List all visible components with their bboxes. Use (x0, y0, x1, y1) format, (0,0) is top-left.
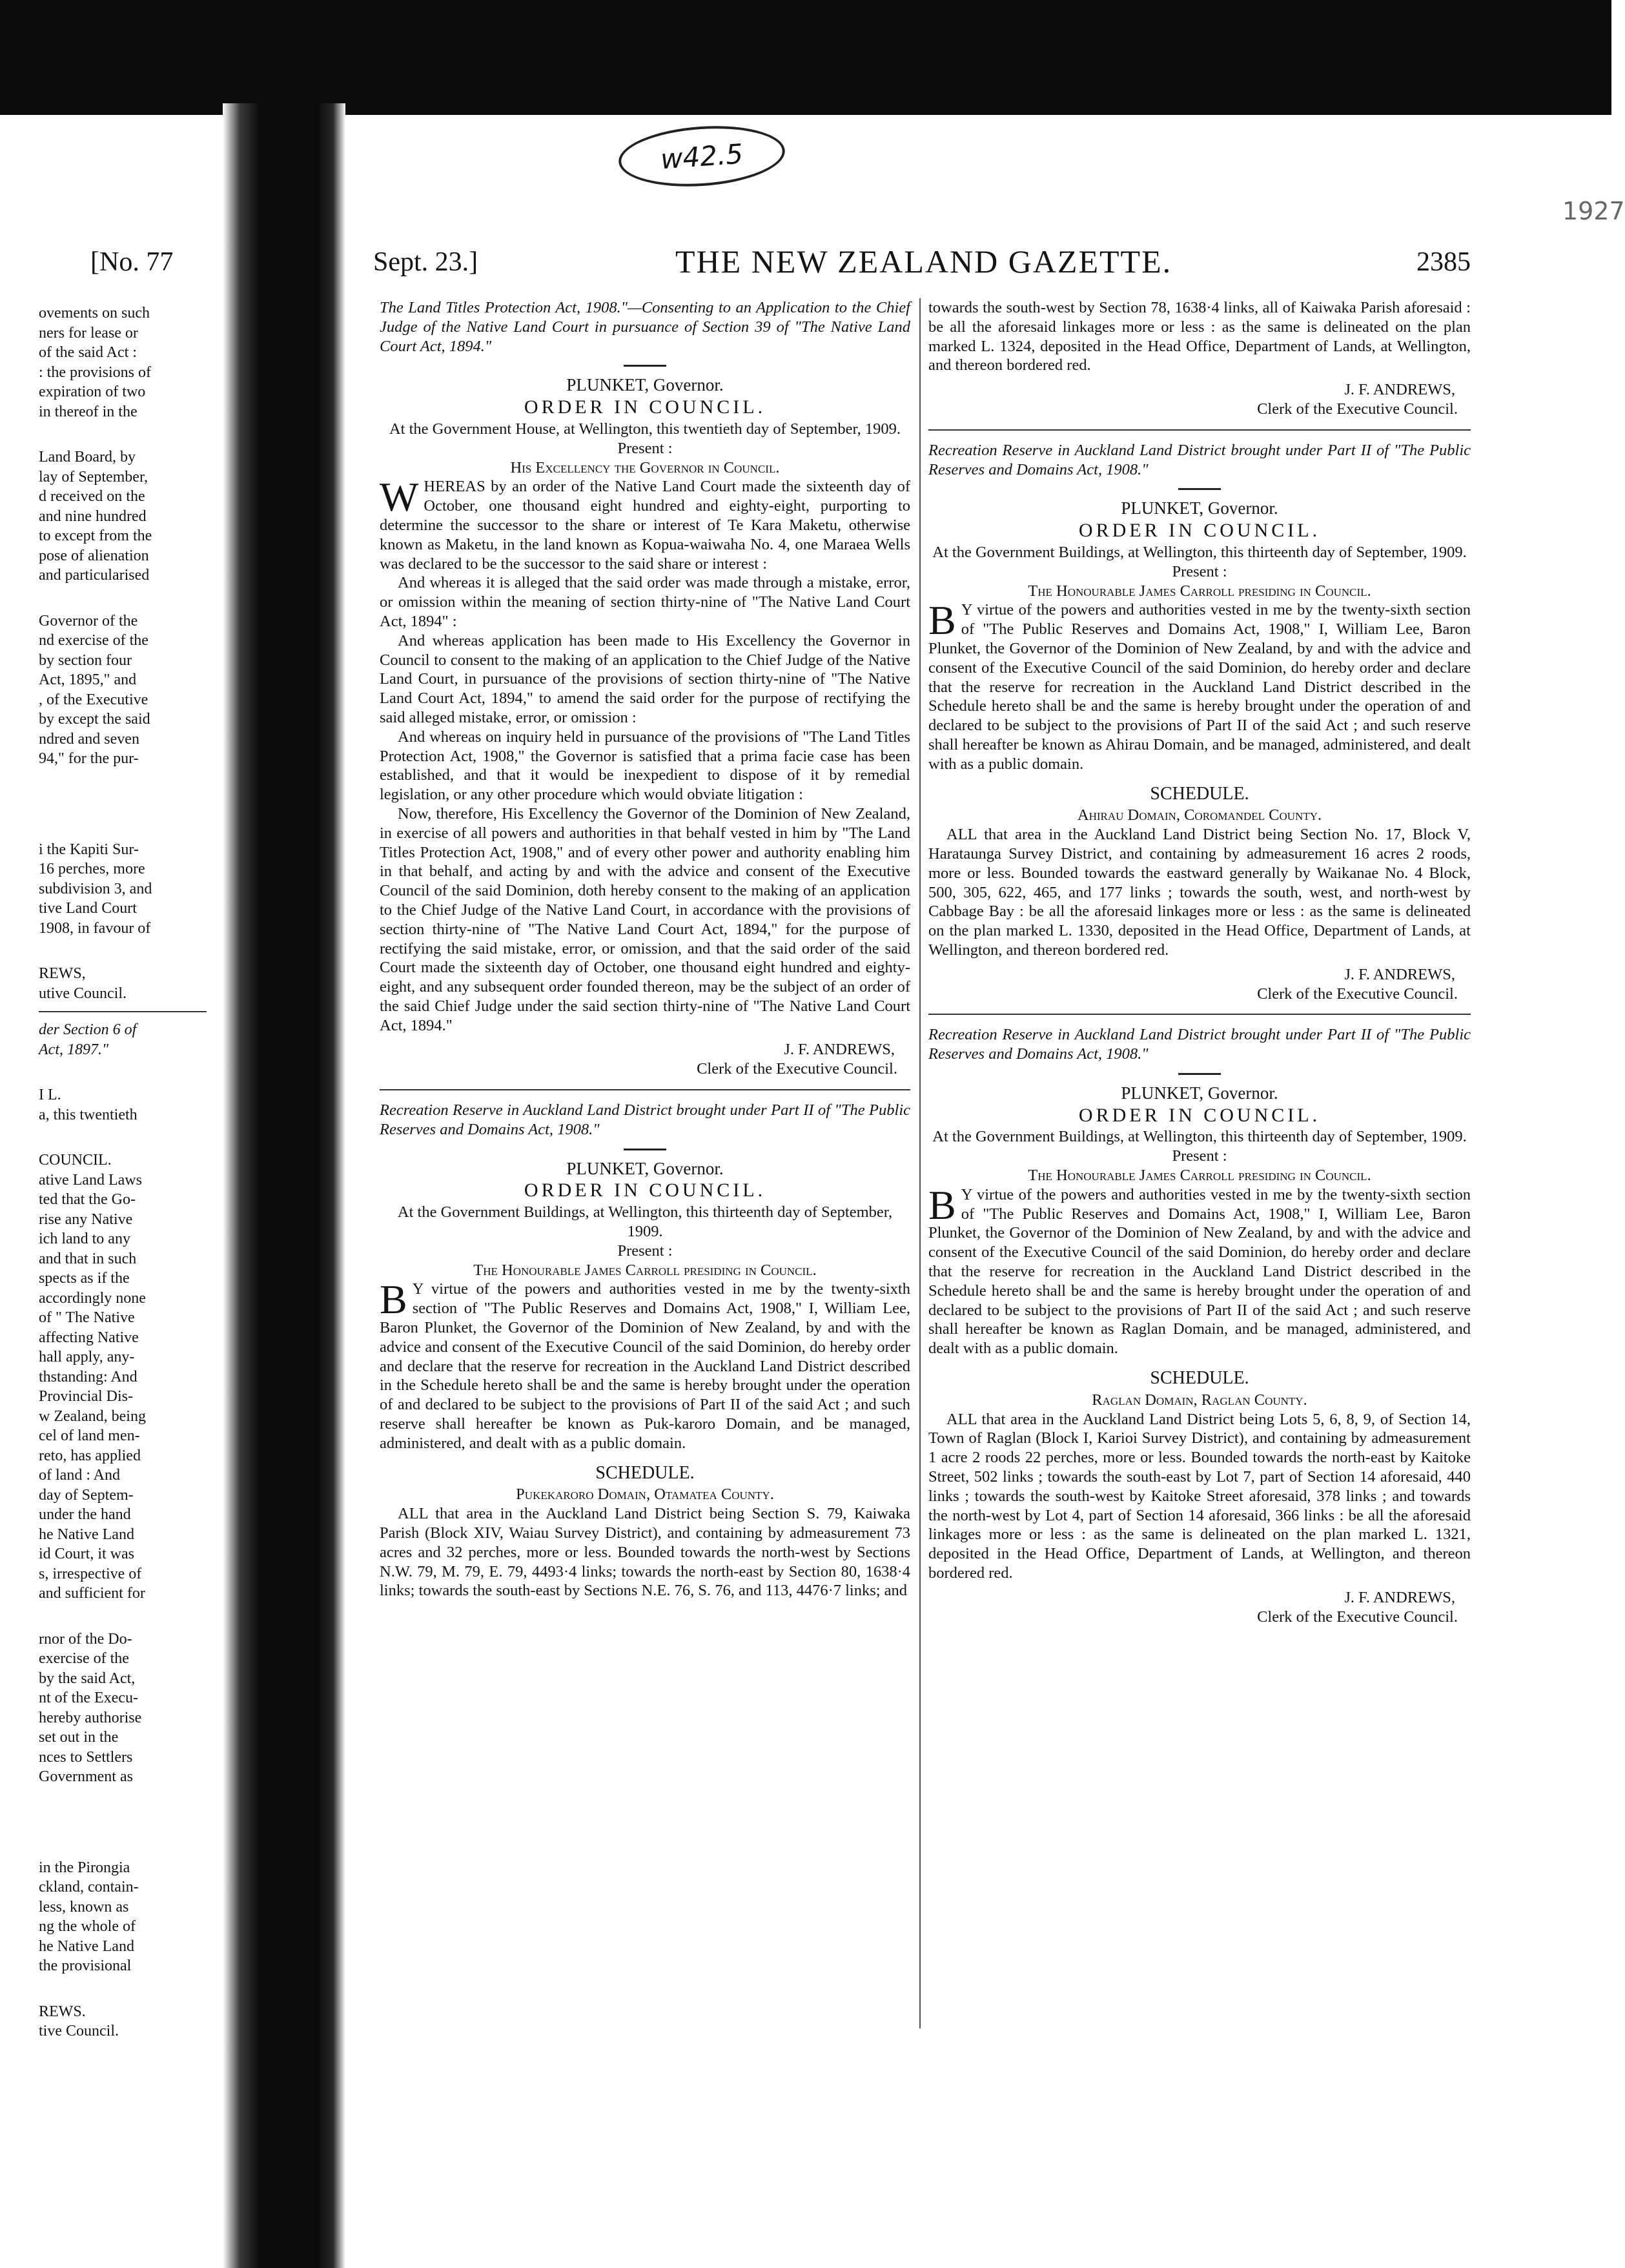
order-in-council-heading: ORDER IN COUNCIL. (1078, 520, 1321, 542)
order-in-council-heading: ORDER IN COUNCIL. (524, 396, 766, 418)
left-line: by the said Act, (39, 1670, 136, 1687)
handwritten-reference-mark: w42.5 (617, 121, 787, 192)
left-line: 94," for the pur- (39, 750, 139, 767)
left-line: spects as if the (39, 1270, 130, 1287)
left-line: rise any Native (39, 1211, 133, 1228)
schedule-description: ALL that area in the Auckland Land District being Section No. 17, Block V, Harataunga Survey District, and containing by admeasurement 16 acres 2 roods, more or less. Bounded towards the eastward generally by Waikanae No. 4 Block, 500, 305, 622, 465, and 177 links ; towards the south, west, and north-west by Cabbage Bay : be all the aforesaid linkages more or less : as the same is delineated on the plan marked L. 1330, deposited in the Head Office, Department of Lands, at Wellington, and thereon bordered red. (928, 826, 1471, 959)
left-line: cel of land men- (39, 1427, 140, 1444)
left-block-1 (39, 303, 216, 422)
left-line: nt of the Execu- (39, 1690, 138, 1706)
left-line: of " The Native (39, 1309, 135, 1326)
place-and-date: At the Government Buildings, at Wellington, this thirteenth day of September, 1909. (932, 543, 1467, 561)
left-line: he Native Land (39, 1526, 134, 1543)
left-line: d received on the (39, 488, 145, 505)
page-number: 2385 (1416, 247, 1471, 277)
spacer (39, 769, 216, 840)
left-line: id Court, it was (39, 1546, 134, 1562)
left-signature-title: tive Council. (39, 2023, 119, 2039)
left-line: to except from the (39, 527, 152, 544)
left-line: of the said Act : (39, 344, 137, 361)
left-line: rnor of the Do- (39, 1630, 132, 1648)
order-paragraph: BY virtue of the powers and authorities vested in me by the twenty-sixth section of "The Public Reserves and Domains Act, 1908," I, William Lee, Baron Plunket, the Governor of the Dominion of New Zealand, by and with the advice and consent of the Executive Council of the said Dominion, do hereby order and declare that the reserve for recreation in the Auckland Land District described in the Schedule hereto shall be and the same is hereby brought under the operation of and declared to be subject to the provisions of Part II of the said Act ; and such reserve shall hereafter be known as Puk-karoro Domain, and be managed, administered, and dealt with as a public domain. (380, 1276, 910, 1452)
issue-date: Sept. 23.] (373, 247, 478, 277)
left-line: hereby authorise (39, 1709, 142, 1726)
corner-pencil-mark: 1927 (1562, 197, 1625, 225)
signature-title: Clerk of the Executive Council. (1257, 400, 1458, 418)
left-line: tive Land Court (39, 900, 137, 917)
place-and-date: At the Government Buildings, at Wellington, this thirteenth day of September, 1909. (932, 1128, 1467, 1146)
short-rule (1178, 488, 1221, 490)
scan-top-border (0, 0, 1611, 115)
left-line: ovements on such (39, 305, 150, 322)
signature-name: J. F. ANDREWS, (784, 1041, 895, 1059)
left-line: day of Septem- (39, 1486, 134, 1504)
left-line: reto, has applied (39, 1447, 141, 1464)
left-block-9 (39, 1858, 216, 1976)
left-line: and particularised (39, 567, 150, 584)
left-line: , of the Executive (39, 691, 148, 708)
previous-page-number: [No. 77 (90, 247, 174, 277)
order-in-council-heading: ORDER IN COUNCIL. (524, 1180, 766, 1201)
left-line: a, this twentieth (39, 1106, 138, 1123)
presiding-line: The Honourable James Carroll presiding in Council. (1028, 1167, 1371, 1185)
left-block-5 (39, 1020, 216, 1059)
right-column (928, 298, 1471, 1626)
left-line: by section four (39, 651, 132, 669)
short-rule (1178, 1073, 1221, 1075)
short-rule (624, 1149, 666, 1150)
therefore-paragraph: Now, therefore, His Excellency the Governor of the Dominion of New Zealand, in exercise of all powers and authorities in that behalf vested in him by "The Land Titles Protection Act, 1908," and of every other power and authority enabling him in that behalf, and acting by and with the advice and consent of the Executive Council of the said Dominion, doth hereby consent to the making of an application to the Chief Judge of the Native Land Court, in accordance with the provisions of section thirty-nine of "The Native Land Court Act, 1894," for the purpose of rectifying the said mistake, error, or omission, and that the said order of the said Court made the sixteenth day of October, one thousand eight hundred and eighty-eight, and any subsequent order founded thereon, may be the subject of an order of the said Chief Judge under the said section thirty-nine of "The Native Land Court Act, 1894." (380, 804, 910, 1034)
left-line: set out in the (39, 1729, 119, 1746)
notice-heading: Recreation Reserve in Auckland Land District brought under Part II of "The Public Reserves and Domains Act, 1908." (928, 1026, 1471, 1063)
order-paragraph: BY virtue of the powers and authorities vested in me by the twenty-sixth section of "The Public Reserves and Domains Act, 1908," I, William Lee, Baron Plunket, the Governor of the Dominion of New Zealand, by and with the advice and consent of the Executive Council of the said Dominion, do hereby order and declare that the reserve for recreation in the Auckland Land District described in the Schedule hereto shall be and the same is hereby brought under the operation of and declared to be subject to the provisions of Part II of the said Act ; and such reserve shall hereafter be known as Ahirau Domain, and be managed, administered, and dealt with as a public domain. (928, 597, 1471, 773)
signature-name: J. F. ANDREWS, (1344, 1588, 1455, 1606)
left-block-4 (39, 840, 216, 939)
left-line: and sufficient for (39, 1585, 145, 1602)
whereas-paragraph-3: And whereas application has been made to His Excellency the Governor in Council to consent to the making of an application to the Chief Judge of the Native Land Court, in pursuance of the provisions of section thirty-nine of "The Native Land Court Act, 1894," to amend the said order for the purpose of rectifying the said alleged mistake, error, or omission : (380, 631, 910, 726)
left-line: of land : And (39, 1467, 120, 1484)
left-line: Act, 1897." (39, 1041, 109, 1058)
short-rule (624, 365, 666, 367)
schedule-description: ALL that area in the Auckland Land District being Lots 5, 6, 8, 9, of Section 14, Town of Raglan (Block I, Karioi Survey District), and containing by admeasurement 1 acre 2 roods 22 perches, more or less. Bounded towards the north-east by Kaitoke Street, 502 links ; towards the south-east by Lot 7, part of Section 14 aforesaid, 440 links ; towards the south-west by Kaitoke Street aforesaid, 378 links ; and towards the north-west by Lot 4, part of Section 14 aforesaid, 366 links : be all the aforesaid linkages more or less : as the same is delineated on the plan marked L. 1321, deposited in the Head Office, Department of Lands, at Wellington, and thereon bordered red. (928, 1410, 1471, 1582)
schedule-continuation: towards the south-west by Section 78, 1638·4 links, all of Kaiwaka Parish aforesaid : be all the aforesaid linkages more or less : as the same is delineated on the plan marked L. 1324, deposited in the Head Office, Department of Lands, at Wellington, and thereon bordered red. (928, 299, 1471, 374)
left-line: COUNCIL. (39, 1152, 112, 1169)
left-line: 1908, in favour of (39, 919, 151, 937)
governor-line: PLUNKET, Governor. (566, 375, 724, 395)
section-rule (380, 1089, 910, 1090)
left-line: Act, 1895," and (39, 671, 137, 688)
schedule-heading: SCHEDULE. (1150, 783, 1249, 804)
presiding-line: The Honourable James Carroll presiding in Council. (1028, 582, 1371, 600)
whereas-paragraph-4: And whereas on inquiry held in pursuance of the provisions of "The Land Titles Protection Act, 1908," the Governor is satisfied that a prima facie case has been established, and that it would be inexpedient to dispose of it by remedial legislation, or any other procedure which would obviate litigation : (380, 728, 910, 804)
left-line: Government as (39, 1768, 133, 1785)
left-line: ners for lease or (39, 324, 138, 342)
left-line: by except the said (39, 711, 150, 728)
schedule-subheading: Raglan Domain, Raglan County. (1092, 1391, 1307, 1409)
spacer (39, 1125, 216, 1150)
left-block-3 (39, 611, 216, 769)
left-line: s, irrespective of (39, 1565, 142, 1582)
binding-gutter-shadow (223, 103, 345, 2268)
left-line: lay of September, (39, 468, 148, 485)
schedule-heading: SCHEDULE. (595, 1462, 695, 1483)
whereas-paragraph: WHEREAS by an order of the Native Land Court made the sixteenth day of October, one thousand eight hundred and eighty-eight, purporting to determine the successor to the share or interest of Te Kara Maketu, otherwise known as Maketu, in the land known as Kopua-waiwaha No. 4, one Maraea Wells was declared to be the successor to the said share or interest : (380, 474, 910, 573)
presiding-line: His Excellency the Governor in Council. (510, 458, 780, 476)
signature-title: Clerk of the Executive Council. (1257, 1608, 1458, 1626)
signature-name: J. F. ANDREWS, (1344, 965, 1455, 983)
order-in-council-heading: ORDER IN COUNCIL. (1078, 1104, 1321, 1126)
left-block-8 (39, 1629, 216, 1787)
left-line: hall apply, any- (39, 1349, 135, 1365)
present-label: Present : (617, 1241, 673, 1260)
present-label: Present : (1172, 562, 1227, 580)
presiding-line: The Honourable James Carroll presiding in Council. (473, 1261, 817, 1279)
spacer (39, 1059, 216, 1085)
left-line: pose of alienation (39, 547, 149, 564)
spacer (39, 1787, 216, 1858)
section-rule (928, 429, 1471, 431)
gazette-masthead: THE NEW ZEALAND GAZETTE. (675, 243, 1172, 280)
left-line: under the hand (39, 1506, 131, 1523)
page-header (373, 239, 1471, 278)
left-line: ich land to any (39, 1231, 130, 1247)
left-line: affecting Native (39, 1329, 139, 1346)
left-line: w Zealand, being (39, 1407, 146, 1425)
left-line: ndred and seven (39, 730, 139, 748)
left-line: 16 perches, more (39, 861, 145, 877)
schedule-description: ALL that area in the Auckland Land District being Section S. 79, Kaiwaka Parish (Block XIV, Waiau Survey District), and containing by admeasurement 73 acres and 32 perches, more or less. Bounded towards the north-west by Sections N.W. 79, M. 79, E. 79, 4493·4 links; towards the north-east by Section 80, 1638·4 links; towards the south-east by Sections N.E. 76, S. 76, and 113, 4476·7 links; and (380, 1505, 910, 1600)
spacer (39, 422, 216, 447)
column-separator (919, 298, 921, 2028)
left-line: exercise of the (39, 1650, 129, 1667)
left-rule (39, 1011, 207, 1012)
left-signature: REWS. (39, 2003, 86, 2020)
left-line: expiration of two (39, 383, 146, 400)
left-line: the provisional (39, 1957, 132, 1974)
signature-name: J. F. ANDREWS, (1344, 381, 1455, 399)
left-signature-title: utive Council. (39, 985, 127, 1002)
schedule-subheading: Pukekaroro Domain, Otamatea County. (516, 1486, 774, 1504)
left-line: he Native Land (39, 1937, 134, 1955)
left-line: in thereof in the (39, 403, 138, 420)
left-line: and nine hundred (39, 507, 147, 525)
left-signature: REWS, (39, 965, 86, 982)
section-rule (928, 1014, 1471, 1015)
left-line: i the Kapiti Sur- (39, 841, 139, 858)
left-line: I L. (39, 1087, 61, 1103)
spacer (39, 1604, 216, 1629)
spacer (39, 1976, 216, 2002)
left-line: nces to Settlers (39, 1748, 133, 1766)
left-block-6 (39, 1085, 216, 1125)
present-label: Present : (1172, 1147, 1227, 1165)
left-line: der Section 6 of (39, 1021, 137, 1038)
signature-title: Clerk of the Executive Council. (697, 1060, 897, 1078)
spacer (39, 938, 216, 964)
left-line: thstanding: And (39, 1368, 138, 1385)
left-line: less, known as (39, 1898, 129, 1916)
order-paragraph: BY virtue of the powers and authorities vested in me by the twenty-sixth section of "The Public Reserves and Domains Act, 1908," I, William Lee, Baron Plunket, the Governor of the Dominion of New Zealand, by and with the advice and consent of the Executive Council of the said Dominion, do hereby order and declare that the reserve for recreation in the Auckland Land District described in the Schedule hereto shall be and the same is hereby brought under the operation of and declared to be subject to the provisions of Part II of the said Act ; and such reserve shall hereafter be known as Raglan Domain, and be managed, administered, and dealt with as a public domain. (928, 1181, 1471, 1358)
place-and-date: At the Government Buildings, at Wellington, this thirteenth day of September, 1909. (397, 1203, 893, 1241)
notice-heading: Recreation Reserve in Auckland Land District brought under Part II of "The Public Reserves and Domains Act, 1908." (380, 1101, 910, 1138)
left-line: ng the whole of (39, 1918, 136, 1935)
left-line: in the Pirongia (39, 1859, 130, 1876)
governor-line: PLUNKET, Governor. (1121, 498, 1278, 518)
governor-line: PLUNKET, Governor. (1121, 1083, 1278, 1103)
left-cropped-column (39, 303, 216, 2041)
left-line: Provincial Dis- (39, 1388, 133, 1405)
governor-line: PLUNKET, Governor. (566, 1158, 724, 1178)
left-line: : the provisions of (39, 363, 151, 381)
schedule-heading: SCHEDULE. (1150, 1368, 1249, 1389)
whereas-paragraph-2: And whereas it is alleged that the said order was made through a mistake, error, or omission within the meaning of section thirty-nine of "The Native Land Court Act, 1894" : (380, 574, 910, 630)
left-line: accordingly none (39, 1289, 146, 1307)
left-line: ative Land Laws (39, 1171, 142, 1189)
left-line: Governor of the (39, 612, 138, 629)
left-line: subdivision 3, and (39, 880, 152, 897)
left-line: nd exercise of the (39, 632, 148, 649)
spacer (39, 586, 216, 611)
left-block-2 (39, 447, 216, 586)
left-line: ckland, contain- (39, 1879, 139, 1895)
left-line: ted that the Go- (39, 1191, 136, 1208)
present-label: Present : (617, 439, 673, 457)
notice-heading: Recreation Reserve in Auckland Land District brought under Part II of "The Public Reserves and Domains Act, 1908." (928, 441, 1471, 478)
left-line: and that in such (39, 1250, 137, 1267)
left-line: Land Board, by (39, 449, 136, 465)
signature-title: Clerk of the Executive Council. (1257, 985, 1458, 1003)
middle-column (380, 298, 910, 1600)
place-and-date: At the Government House, at Wellington, this twentieth day of September, 1909. (389, 420, 901, 438)
schedule-subheading: Ahirau Domain, Coromandel County. (1077, 806, 1322, 824)
left-block-7 (39, 1150, 216, 1604)
notice-heading: The Land Titles Protection Act, 1908."—Consenting to an Application to the Chief Judge of the Native Land Court in pursuance of Section 39 of "The Native Land Court Act, 1894." (380, 299, 910, 355)
